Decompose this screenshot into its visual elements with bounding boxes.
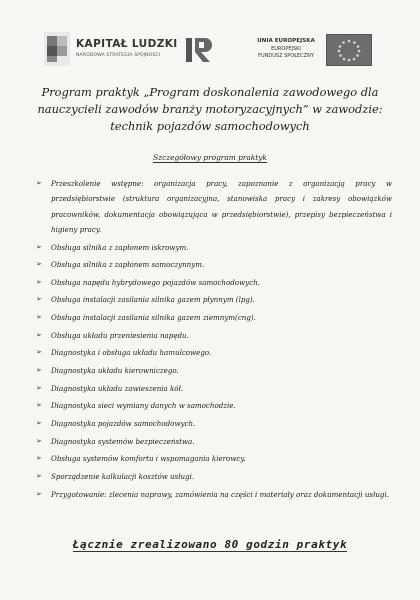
list-item (36, 398, 392, 413)
list-item-text: Obsługa napędu hybrydowego pojazdów samochodowych. (51, 277, 260, 287)
list-item-text: Obsługa układu przeniesienia napędu. (51, 330, 189, 340)
list-item-text: Obsługa systemów komfortu i wspomagania kierowcy. (51, 454, 246, 464)
ue-line3: FUNDUSZ SPOŁECZNY (258, 53, 314, 59)
list-item (36, 275, 392, 290)
ue-line1: UNIA EUROPEJSKA (257, 38, 315, 44)
list-item (36, 328, 392, 343)
arrowhead-bullet-icon: ➢ (36, 366, 42, 375)
list-item (36, 487, 392, 502)
rp-logo (184, 36, 216, 64)
arrowhead-bullet-icon: ➢ (36, 242, 42, 251)
document-subtitle-text: Szczegółowy program praktyk (153, 153, 267, 162)
list-item (36, 257, 392, 272)
list-item (36, 240, 392, 255)
list-item (36, 434, 392, 449)
arrowhead-bullet-icon: ➢ (36, 348, 42, 357)
arrowhead-bullet-icon: ➢ (36, 383, 42, 392)
kapital-ludzki-logo (44, 32, 194, 68)
list-item-text: Diagnostyka układu zawieszenia kół. (51, 383, 184, 393)
arrowhead-bullet-icon: ➢ (36, 260, 42, 269)
arrowhead-bullet-icon: ➢ (36, 295, 42, 304)
list-item (36, 416, 392, 431)
kapital-ludzki-logo-icon (44, 32, 70, 66)
document-subtitle (0, 153, 420, 162)
list-item (36, 310, 392, 325)
arrowhead-bullet-icon: ➢ (36, 313, 42, 322)
list-item-text: Diagnostyka sieci wymiany danych w samochodzie. (51, 401, 236, 411)
arrowhead-bullet-icon: ➢ (36, 471, 42, 480)
ue-line2: EUROPEJSKI (271, 46, 301, 52)
arrowhead-bullet-icon: ➢ (36, 436, 42, 445)
arrowhead-bullet-icon: ➢ (36, 418, 42, 427)
list-item (36, 469, 392, 484)
arrowhead-bullet-icon: ➢ (36, 179, 42, 187)
eu-flag-icon (326, 34, 372, 66)
list-item-text: Diagnostyka pojazdów samochodowych. (51, 418, 196, 428)
list-item-text: Obsługa instalacji zasilania silnika gazem ziemnym(cng). (51, 313, 256, 323)
list-item-text: Diagnostyka i obsługa układu hamulcowego. (51, 348, 212, 358)
list-item-text: Sporządzenie kalkulacji kosztów usługi. (51, 471, 195, 481)
list-item-text: Diagnostyka układu kierowniczego. (51, 366, 179, 376)
arrowhead-bullet-icon: ➢ (36, 454, 42, 463)
arrowhead-bullet-icon: ➢ (36, 401, 42, 410)
list-item-text: Diagnostyka systemów bezpieczeństwa. (51, 436, 195, 446)
summary-text: Łącznie zrealizowano 80 godzin praktyk (72, 538, 348, 551)
list-item-text: Obsługa instalacji zasilania silnika gazem płynnym (lpg). (51, 295, 255, 305)
kapital-ludzki-subtitle: NARODOWA STRATEGIA SPÓJNOŚCI (76, 53, 161, 58)
list-item-text: Przygotowanie: zlecenia naprawy, zamówienia na części i materiały oraz dokumentacji usługi. (51, 489, 390, 499)
program-list (36, 176, 392, 504)
list-item-text: Obsługa silnika z zapłonem samoczynnym. (51, 260, 205, 270)
list-item-text: Obsługa silnika z zapłonem iskrowym. (51, 242, 189, 252)
eu-logo (250, 32, 384, 68)
list-item (36, 292, 392, 307)
list-item (36, 451, 392, 466)
document-title: Program praktyk „Program doskonalenia zawodowego dla nauczycieli zawodów branży motoryzacyjnych” w zawodzie: technik pojazdów samochodowych (37, 85, 383, 133)
summary-line (0, 538, 420, 551)
arrowhead-bullet-icon: ➢ (36, 330, 42, 339)
list-item (36, 345, 392, 360)
list-item-text: Przeszkolenie wstępne: organizacja pracy, zapoznanie z organizacją pracy w przedsiębiorstwie (struktura organizacyjna, stanowiska pracy i zakresy obowiązków pracowników, dokumentacja obowiązująca w przedsiębiorstwie), przepisy bezpieczeństwa i higieny pracy. (51, 179, 392, 234)
list-item (36, 176, 392, 237)
kapital-ludzki-title: KAPITAŁ LUDZKI (76, 38, 178, 50)
list-item (36, 381, 392, 396)
header-logos (44, 28, 384, 72)
arrowhead-bullet-icon: ➢ (36, 489, 42, 498)
list-item (36, 363, 392, 378)
arrowhead-bullet-icon: ➢ (36, 277, 42, 286)
